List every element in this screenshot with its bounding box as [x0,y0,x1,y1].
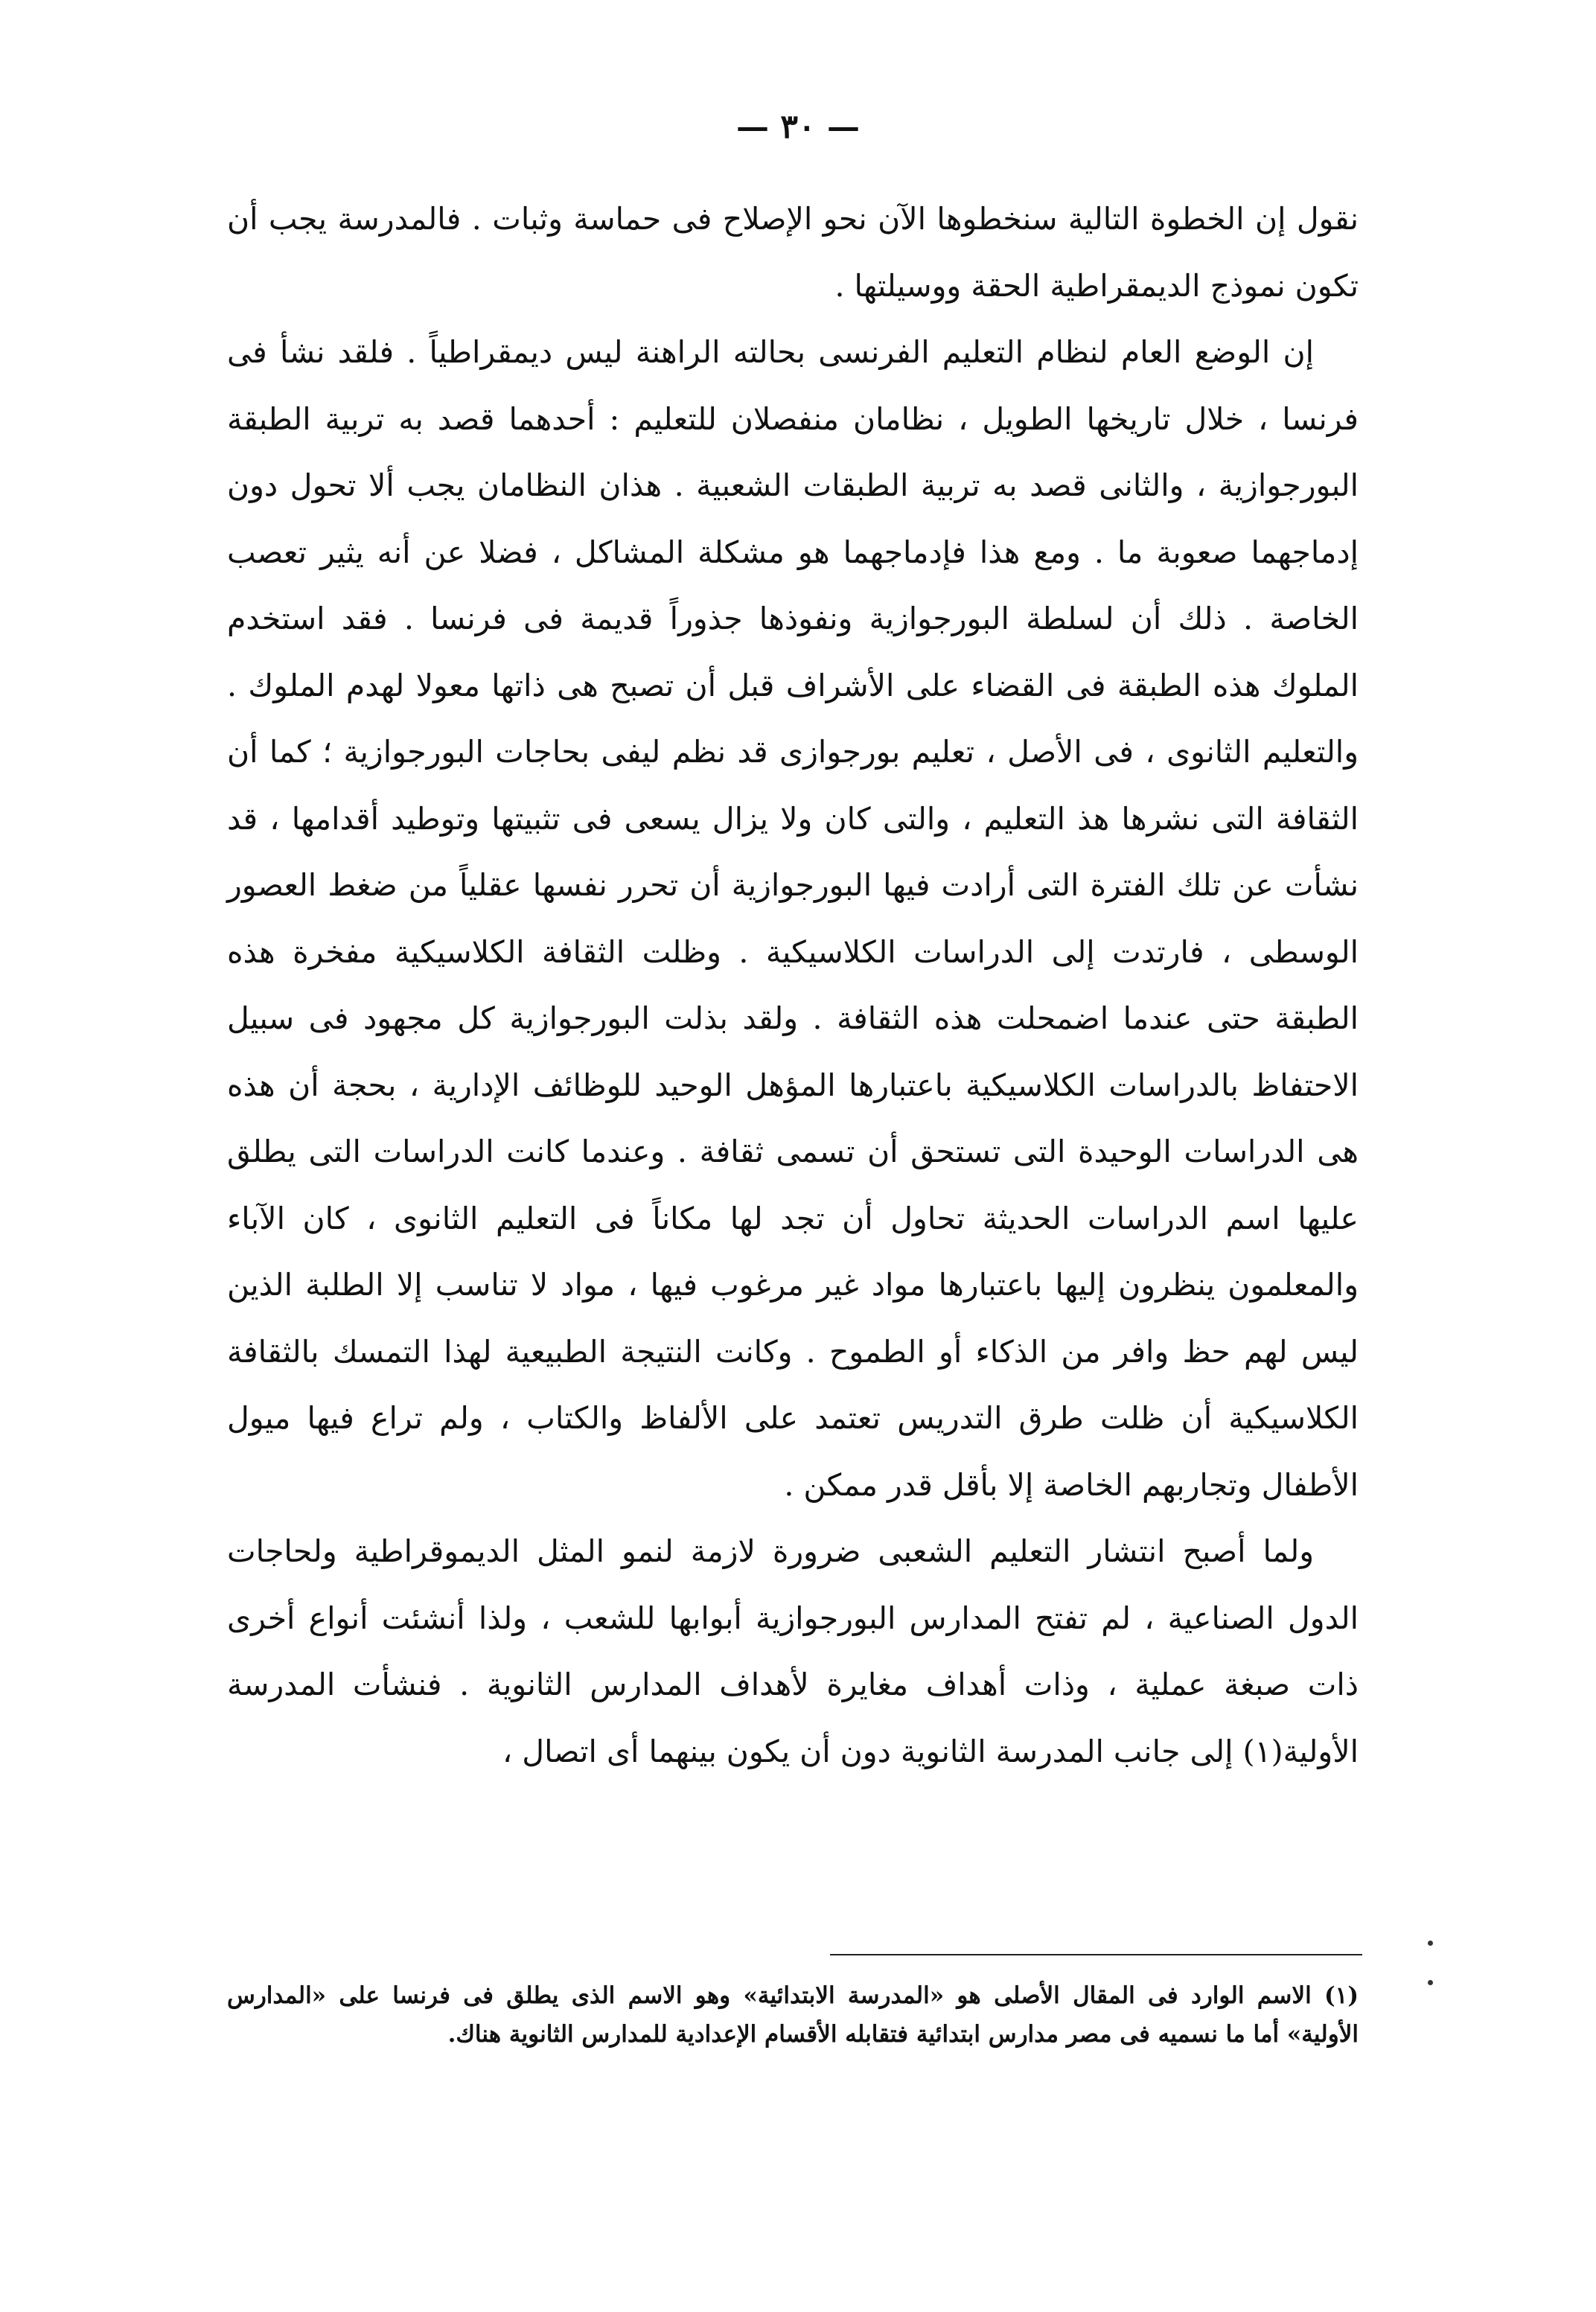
paragraph-3: ولما أصبح انتشار التعليم الشعبى ضرورة لازمة لنمو المثل الديموقراطية ولحاجات الدول الصناعية ، لم تفتح المدارس البورجوازية أبوابها للشعب ، ولذا أنشئت أنواع أخرى ذات صبغة عملية ، وذات أهداف مغايرة لأهداف المدارس الثانوية . فنشأت المدرسة الأولية(١) إلى جانب المدرسة الثانوية دون أن يكون بينهما أى اتصال ، [227,1533,1359,1769]
scan-speck [1428,1941,1433,1946]
page-number: — ٣٠ — [736,108,860,146]
paragraph-2: إن الوضع العام لنظام التعليم الفرنسى بحالته الراهنة ليس ديمقراطياً . فلقد نشأ فى فرنسا ، خلال تاريخها الطويل ، نظامان منفصلان للتعليم : أحدهما قصد به تربية الطبقة البورجوازية ، والثانى قصد به تربية الطبقات الشعبية . هذان النظامان يجب ألا تحول دون إدماجهما صعوبة ما . ومع هذا فإدماجهما هو مشكلة المشاكل ، فضلا عن أنه يثير تعصب الخاصة . ذلك أن لسلطة البورجوازية ونفوذها جذوراً قديمة فى فرنسا . فقد استخدم الملوك هذه الطبقة فى القضاء على الأشراف قبل أن تصبح هى ذاتها معولا لهدم الملوك . والتعليم الثانوى ، فى الأصل ، تعليم بورجوازى قد نظم ليفى بحاجات البورجوازية ؛ كما أن الثقافة التى نشرها هذ التعليم ، والتى كان ولا يزال يسعى فى تثبيتها وتوطيد أقدامها ، قد نشأت عن تلك الفترة التى أرادت فيها البورجوازية أن تحرر نفسها عقلياً من ضغط العصور الوسطى ، فارتدت إلى الدراسات الكلاسيكية . وظلت الثقافة الكلاسيكية مفخرة هذه الطبقة حتى عندما اضمحلت هذه الثقافة . ولقد بذلت البورجوازية كل مجهود فى سبيل الاحتفاظ بالدراسات الكلاسيكية باعتبارها المؤهل الوحيد للوظائف الإدارية ، بحجة أن هذه هى الدراسات الوحيدة التى تستحق أن تسمى ثقافة . وعندما كانت الدراسات التى يطلق عليها اسم الدراسات الحديثة تحاول أن تجد لها مكاناً فى التعليم الثانوى ، كان الآباء والمعلمون ينظرون إليها باعتبارها مواد غير مرغوب فيها ، مواد لا تناسب إلا الطلبة الذين ليس لهم حظ وافر من الذكاء أو الطموح . وكانت النتيجة الطبيعية لهذا التمسك بالثقافة الكلاسيكية أن ظلت طرق التدريس تعتمد على الألفاظ والكتاب ، ولم تراع فيها ميول الأطفال وتجاربهم الخاصة إلا بأقل قدر ممكن . [227,334,1359,1503]
body-text [227,186,1359,1785]
footnote-divider [830,1954,1362,1955]
footnote: (١) الاسم الوارد فى المقال الأصلى هو «المدرسة الابتدائية» وهو الاسم الذى يطلق فى فرنسا على «المدارس الأولية» أما ما نسميه فى مصر مدارس ابتدائية فتقابله الأقسام الإعدادية للمدارس الثانوية هناك. [227,1982,1359,2048]
paragraph-1: نقول إن الخطوة التالية سنخطوها الآن نحو الإصلاح فى حماسة وثبات . فالمدرسة يجب أن تكون نموذج الديمقراطية الحقة ووسيلتها . [227,201,1359,304]
scan-speck [1428,1980,1433,1985]
